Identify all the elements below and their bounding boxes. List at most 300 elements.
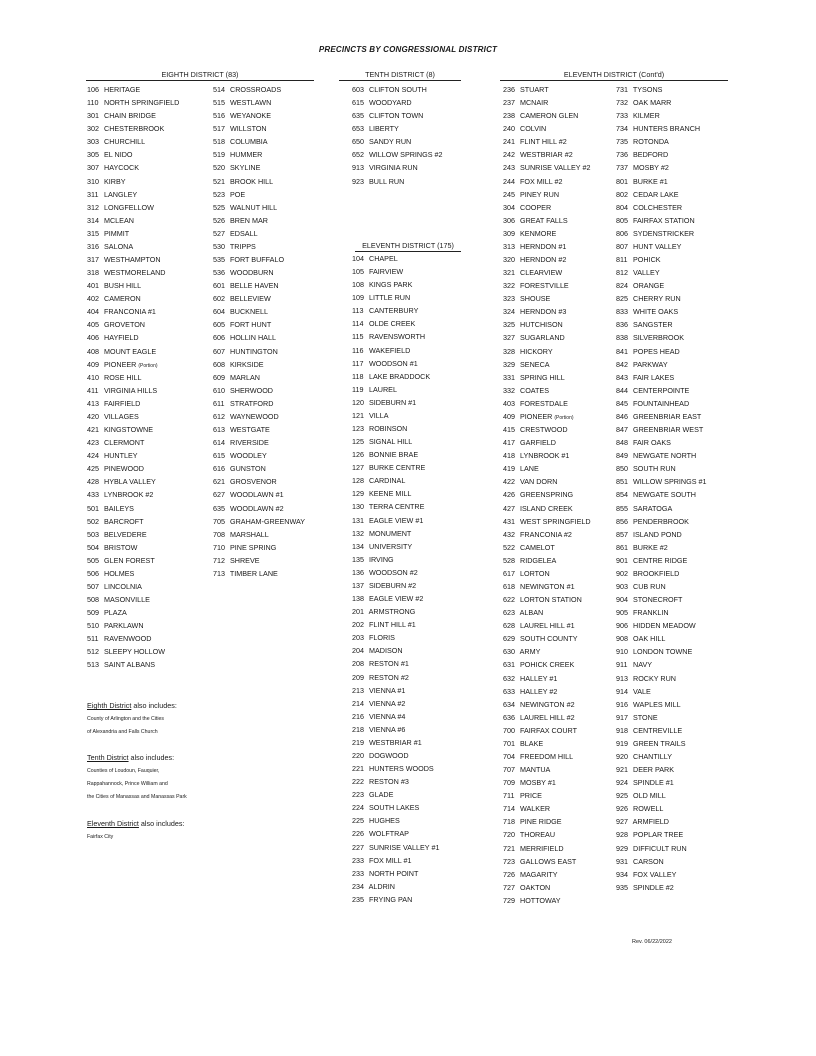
- precinct-row: [213, 266, 305, 279]
- precinct-name: SLEEPY HOLLOW: [104, 647, 165, 657]
- page-title: PRECINCTS BY CONGRESSIONAL DISTRICT: [318, 45, 498, 54]
- precinct-number: 403: [503, 398, 515, 408]
- precinct-number: 652: [352, 150, 364, 160]
- precinct-number: 525: [213, 202, 225, 212]
- precinct-row: [616, 632, 707, 645]
- precinct-number: 236: [503, 85, 515, 94]
- precinct-row: [616, 135, 707, 148]
- precinct-name: PARKWAY: [633, 359, 668, 369]
- precinct-number: 629: [503, 634, 515, 644]
- precinct-number: 311: [87, 189, 99, 199]
- precinct-name: CHERRY RUN: [633, 294, 681, 304]
- precinct-row: [87, 266, 179, 279]
- precinct-number: 618: [503, 581, 515, 591]
- precinct-number: 518: [213, 137, 225, 147]
- precinct-name: FORT BUFFALO: [230, 255, 285, 265]
- precinct-number: 914: [616, 686, 628, 696]
- precinct-row: [213, 214, 305, 227]
- eighth-district-header: EIGHTH DISTRICT (83): [86, 70, 314, 81]
- precinct-name: PINEY RUN: [520, 189, 560, 199]
- precinct-name: STONE: [633, 712, 658, 722]
- precinct-number: 208: [352, 659, 364, 669]
- precinct-number: 522: [503, 542, 515, 552]
- precinct-name: NAVY: [633, 660, 653, 670]
- precinct-row: [352, 409, 439, 422]
- precinct-number: 222: [352, 777, 364, 787]
- precinct-row: [352, 344, 439, 357]
- precinct-number: 714: [503, 804, 515, 814]
- precinct-name: FRANCONIA #2: [520, 529, 572, 539]
- precinct-row: [503, 658, 591, 671]
- precinct-number: 515: [213, 98, 225, 108]
- precinct-number: 237: [503, 98, 515, 108]
- precinct-number: 602: [213, 294, 225, 304]
- precinct-row: [352, 148, 443, 161]
- precinct-name: GROVETON: [104, 320, 146, 330]
- precinct-number: 841: [616, 346, 628, 356]
- precinct-name: ALBAN: [519, 608, 544, 618]
- precinct-name: MADISON: [369, 646, 403, 656]
- precinct-number: 304: [503, 202, 515, 212]
- precinct-number: 136: [352, 567, 364, 577]
- precinct-row: [503, 567, 591, 580]
- precinct-name: BREN MAR: [230, 215, 268, 225]
- precinct-name: HUGHES: [369, 816, 400, 826]
- precinct-name: HUMMER: [230, 150, 263, 160]
- precinct-row: [213, 83, 305, 96]
- precinct-number: 233: [352, 855, 364, 865]
- precinct-row: [213, 345, 305, 358]
- precinct-number: 635: [213, 503, 225, 513]
- precinct-name: WAYNEWOOD: [230, 411, 279, 421]
- precinct-row: [616, 358, 707, 371]
- precinct-name: GROSVENOR: [230, 477, 277, 487]
- precinct-name: GLADE: [369, 790, 394, 800]
- precinct-name: COLVIN: [520, 124, 547, 134]
- precinct-row: [213, 462, 305, 475]
- precinct-number: 605: [213, 320, 225, 330]
- precinct-number: 401: [87, 281, 99, 291]
- precinct-row: [87, 175, 179, 188]
- precinct-name: LINCOLNIA: [104, 581, 142, 591]
- precinct-number: 402: [87, 294, 99, 304]
- precinct-name: VIRGINIA HILLS: [104, 385, 158, 395]
- precinct-row: [616, 855, 707, 868]
- precinct-row: [616, 541, 707, 554]
- precinct-row: [87, 318, 179, 331]
- precinct-name: GALLOWS EAST: [520, 856, 577, 866]
- precinct-name: PARKLAWN: [104, 621, 144, 631]
- precinct-name: OAK MARR: [633, 98, 672, 108]
- precinct-number: 317: [87, 255, 99, 265]
- precinct-row: [87, 593, 179, 606]
- precinct-name: BULL RUN: [369, 176, 405, 186]
- precinct-number: 520: [213, 163, 225, 173]
- precinct-name: FRANCONIA #1: [104, 307, 156, 317]
- precinct-name: HICKORY: [520, 346, 553, 356]
- precinct-number: 801: [616, 176, 628, 186]
- precinct-row: [352, 566, 439, 579]
- precinct-row: [616, 554, 707, 567]
- precinct-number: 857: [616, 529, 628, 539]
- precinct-name: WESTHAMPTON: [104, 255, 161, 265]
- precinct-row: [352, 697, 439, 710]
- precinct-name: FAIRFAX COURT: [520, 725, 577, 735]
- precinct-name: HOTTOWAY: [520, 895, 561, 905]
- precinct-name: MAGARITY: [520, 869, 558, 879]
- precinct-name: HUNT VALLEY: [633, 241, 682, 251]
- precinct-number: 106: [87, 85, 99, 94]
- precinct-number: 622: [503, 595, 515, 605]
- precinct-name: PIONEER: [104, 359, 137, 369]
- precinct-number: 904: [616, 595, 628, 605]
- precinct-number: 927: [616, 817, 628, 827]
- precinct-name: WESTGATE: [230, 425, 270, 435]
- precinct-row: [616, 698, 707, 711]
- precinct-number: 854: [616, 490, 628, 500]
- precinct-number: 528: [503, 555, 515, 565]
- precinct-name: PINE SPRING: [230, 542, 277, 552]
- precinct-row: [616, 436, 707, 449]
- precinct-row: [213, 397, 305, 410]
- precinct-row: [87, 279, 179, 292]
- precinct-note: (Portion): [138, 362, 158, 369]
- precinct-number: 135: [352, 554, 364, 564]
- precinct-number: 928: [616, 830, 628, 840]
- precinct-row: [213, 515, 305, 528]
- precinct-row: [352, 553, 439, 566]
- precinct-row: [352, 122, 443, 135]
- precinct-number: 213: [352, 685, 364, 695]
- precinct-row: [503, 423, 591, 436]
- precinct-number: 514: [213, 85, 225, 94]
- precinct-name: HOLLIN HALL: [230, 333, 276, 343]
- precinct-name: RIDGELEA: [520, 555, 557, 565]
- precinct-name: LORTON: [520, 568, 550, 578]
- precinct-name: FORESTDALE: [520, 398, 568, 408]
- precinct-row: [87, 305, 179, 318]
- precinct-row: [616, 645, 707, 658]
- precinct-row: [87, 554, 179, 567]
- precinct-number: 105: [352, 267, 364, 277]
- eleventh-district-column-3: [616, 83, 707, 894]
- precinct-number: 710: [213, 542, 225, 552]
- precinct-row: [503, 724, 591, 737]
- precinct-number: 507: [87, 581, 99, 591]
- precinct-row: [503, 763, 591, 776]
- precinct-row: [213, 122, 305, 135]
- precinct-name: FAIRFIELD: [104, 398, 141, 408]
- precinct-name: GREENBRIAR WEST: [633, 425, 704, 435]
- precinct-number: 411: [87, 385, 99, 395]
- precinct-number: 735: [616, 137, 628, 147]
- precinct-number: 409: [87, 359, 99, 369]
- precinct-name: VILLA: [369, 410, 389, 420]
- precinct-number: 535: [213, 255, 225, 265]
- precinct-name: CLERMONT: [104, 438, 145, 448]
- precinct-note: (Portion): [554, 414, 574, 421]
- precinct-name: BLAKE: [520, 738, 544, 748]
- precinct-row: [352, 252, 439, 265]
- precinct-number: 926: [616, 804, 628, 814]
- precinct-number: 305: [87, 150, 99, 160]
- precinct-name: VALE: [633, 686, 651, 696]
- precinct-row: [503, 593, 591, 606]
- precinct-row: [213, 502, 305, 515]
- precinct-row: [503, 227, 591, 240]
- precinct-number: 653: [352, 124, 364, 134]
- precinct-number: 225: [352, 816, 364, 826]
- precinct-row: [616, 318, 707, 331]
- precinct-number: 726: [503, 869, 515, 879]
- precinct-number: 240: [503, 124, 515, 134]
- precinct-name: LITTLE RUN: [369, 293, 411, 303]
- precinct-row: [503, 96, 591, 109]
- precinct-name: KENMORE: [520, 228, 557, 238]
- precinct-row: [616, 528, 707, 541]
- precinct-number: 846: [616, 411, 628, 421]
- precinct-number: 848: [616, 438, 628, 448]
- precinct-number: 610: [213, 385, 225, 395]
- precinct-name: OLDE CREEK: [369, 319, 416, 329]
- precinct-row: [503, 135, 591, 148]
- precinct-number: 913: [616, 673, 628, 683]
- precinct-name: NORTH SPRINGFIELD: [104, 98, 180, 108]
- precinct-name: LAUREL HILL #2: [520, 712, 575, 722]
- precinct-number: 131: [352, 515, 364, 525]
- precinct-number: 851: [616, 477, 628, 487]
- precinct-number: 419: [503, 464, 515, 474]
- precinct-number: 501: [87, 503, 99, 513]
- precinct-name: HERNDON #1: [520, 241, 567, 251]
- precinct-name: WILLOW SPRINGS #2: [369, 150, 443, 160]
- precinct-number: 613: [213, 425, 225, 435]
- precinct-row: [213, 371, 305, 384]
- precinct-number: 847: [616, 425, 628, 435]
- precinct-number: 920: [616, 751, 628, 761]
- precinct-row: [503, 580, 591, 593]
- precinct-row: [616, 279, 707, 292]
- precinct-name: PINEWOOD: [104, 464, 144, 474]
- precinct-number: 126: [352, 450, 364, 460]
- precinct-name: BELLE HAVEN: [230, 281, 279, 291]
- precinct-row: [213, 384, 305, 397]
- precinct-name: CAMELOT: [520, 542, 555, 552]
- precinct-name: MCLEAN: [104, 215, 134, 225]
- precinct-name: DEER PARK: [633, 765, 675, 775]
- precinct-number: 324: [503, 307, 515, 317]
- precinct-name: HUNTERS WOODS: [369, 764, 434, 774]
- precinct-name: WEYANOKE: [230, 111, 272, 121]
- precinct-row: [503, 776, 591, 789]
- precinct-name: WILLOW SPRINGS #1: [633, 477, 707, 487]
- precinct-row: [616, 122, 707, 135]
- precinct-name: SHOUSE: [520, 294, 551, 304]
- precinct-number: 114: [352, 319, 364, 329]
- precinct-name: UNIVERSITY: [369, 541, 413, 551]
- precinct-row: [213, 423, 305, 436]
- precinct-row: [503, 436, 591, 449]
- precinct-row: [87, 462, 179, 475]
- precinct-row: [87, 109, 179, 122]
- precinct-number: 425: [87, 464, 99, 474]
- precinct-row: [352, 671, 439, 684]
- precinct-number: 420: [87, 411, 99, 421]
- precinct-name: PINE RIDGE: [520, 817, 562, 827]
- precinct-number: 913: [352, 163, 364, 173]
- precinct-row: [503, 528, 591, 541]
- precinct-row: [616, 658, 707, 671]
- precinct-name: KINGS PARK: [369, 280, 413, 290]
- precinct-row: [616, 475, 707, 488]
- precinct-number: 321: [503, 268, 515, 278]
- precinct-number: 427: [503, 503, 515, 513]
- precinct-name: SPINDLE #1: [633, 778, 674, 788]
- precinct-name: GREENBRIAR EAST: [633, 411, 702, 421]
- precinct-row: [87, 449, 179, 462]
- precinct-name: CHANTILLY: [633, 751, 673, 761]
- precinct-row: [503, 894, 591, 907]
- precinct-number: 517: [213, 124, 225, 134]
- precinct-name: ROWELL: [633, 804, 664, 814]
- precinct-number: 329: [503, 359, 515, 369]
- precinct-number: 428: [87, 477, 99, 487]
- precinct-row: [352, 317, 439, 330]
- precinct-row: [616, 580, 707, 593]
- precinct-row: [503, 475, 591, 488]
- precinct-row: [87, 567, 179, 580]
- precinct-name: MERRIFIELD: [520, 843, 564, 853]
- precinct-row: [503, 541, 591, 554]
- precinct-row: [87, 632, 179, 645]
- precinct-number: 306: [503, 215, 515, 225]
- precinct-name: EDSALL: [230, 228, 258, 238]
- precinct-name: BARCROFT: [104, 516, 144, 526]
- precinct-row: [503, 672, 591, 685]
- precinct-row: [503, 449, 591, 462]
- precinct-name: DOGWOOD: [369, 750, 409, 760]
- precinct-row: [616, 331, 707, 344]
- precinct-number: 104: [352, 254, 364, 263]
- precinct-row: [503, 214, 591, 227]
- precinct-number: 318: [87, 268, 99, 278]
- precinct-row: [213, 436, 305, 449]
- precinct-row: [87, 541, 179, 554]
- precinct-name: CHURCHILL: [104, 137, 146, 147]
- precinct-row: [213, 358, 305, 371]
- precinct-row: [503, 266, 591, 279]
- precinct-name: HUNTLEY: [104, 451, 138, 461]
- precinct-number: 238: [503, 111, 515, 121]
- precinct-number: 720: [503, 830, 515, 840]
- eighth-district-footnote-text: County of Arlington and the Cities of Alexandria and Falls Church: [87, 716, 164, 735]
- precinct-number: 426: [503, 490, 515, 500]
- precinct-row: [616, 96, 707, 109]
- precinct-name: WOODBURN: [230, 268, 274, 278]
- precinct-number: 630: [503, 647, 515, 657]
- precinct-name: FLINT HILL #2: [520, 137, 567, 147]
- precinct-name: PRICE: [520, 791, 542, 801]
- precinct-name: HERITAGE: [104, 85, 141, 94]
- precinct-row: [213, 175, 305, 188]
- precinct-name: CAMERON GLEN: [520, 111, 579, 121]
- precinct-row: [213, 148, 305, 161]
- precinct-name: CENTREVILLE: [633, 725, 683, 735]
- precinct-number: 910: [616, 647, 628, 657]
- precinct-number: 650: [352, 137, 364, 147]
- precinct-number: 130: [352, 502, 364, 512]
- precinct-name: GARFIELD: [520, 438, 556, 448]
- precinct-name: HUNTERS BRANCH: [633, 124, 701, 134]
- precinct-number: 516: [213, 111, 225, 121]
- precinct-number: 811: [616, 255, 628, 265]
- precinct-row: [352, 880, 439, 893]
- precinct-number: 806: [616, 228, 628, 238]
- precinct-number: 805: [616, 215, 628, 225]
- eleventh-district-footnote-text: Fairfax City: [87, 834, 114, 840]
- precinct-name: CENTRE RIDGE: [633, 555, 688, 565]
- precinct-number: 327: [503, 333, 515, 343]
- precinct-number: 849: [616, 451, 628, 461]
- precinct-number: 931: [616, 856, 628, 866]
- precinct-name: NEWINGTON #2: [520, 699, 575, 709]
- precinct-number: 202: [352, 620, 364, 630]
- precinct-number: 844: [616, 385, 628, 395]
- precinct-number: 204: [352, 646, 364, 656]
- precinct-name: CHAIN BRIDGE: [104, 111, 156, 121]
- precinct-name: KIRKSIDE: [230, 359, 264, 369]
- precinct-name: SOUTH LAKES: [369, 803, 420, 813]
- precinct-number: 604: [213, 307, 225, 317]
- precinct-number: 929: [616, 843, 628, 853]
- precinct-name: LAUREL HILL #1: [520, 621, 575, 631]
- precinct-number: 120: [352, 397, 364, 407]
- precinct-number: 731: [616, 85, 628, 94]
- precinct-name: WOODSON #2: [369, 567, 418, 577]
- eleventh-district-column-2: [503, 83, 591, 907]
- precinct-row: [352, 788, 439, 801]
- precinct-name: ARMSTRONG: [368, 607, 416, 617]
- precinct-row: [352, 135, 443, 148]
- precinct-row: [87, 423, 179, 436]
- precinct-name: LYNBROOK #1: [520, 451, 570, 461]
- precinct-row: [352, 801, 439, 814]
- tenth-district-header: TENTH DISTRICT (8): [339, 70, 461, 81]
- precinct-row: [87, 96, 179, 109]
- precinct-number: 536: [213, 268, 225, 278]
- precinct-number: 125: [352, 437, 364, 447]
- precinct-name: STUART: [520, 85, 549, 94]
- precinct-number: 631: [503, 660, 515, 670]
- precinct-name: WILLSTON: [230, 124, 267, 134]
- precinct-row: [503, 502, 591, 515]
- precinct-number: 307: [87, 163, 99, 173]
- precinct-row: [616, 188, 707, 201]
- precinct-number: 404: [87, 307, 99, 317]
- precinct-name: COOPER: [520, 202, 552, 212]
- precinct-row: [503, 83, 591, 96]
- precinct-row: [87, 580, 179, 593]
- precinct-name: WOLFTRAP: [369, 829, 409, 839]
- precinct-name: FAIR LAKES: [633, 372, 675, 382]
- precinct-name: TRIPPS: [229, 241, 256, 251]
- precinct-number: 712: [213, 555, 225, 565]
- precinct-name: ISLAND POND: [633, 529, 682, 539]
- precinct-name: LAUREL: [369, 384, 397, 394]
- precinct-row: [352, 109, 443, 122]
- precinct-row: [352, 96, 443, 109]
- precinct-number: 723: [503, 856, 515, 866]
